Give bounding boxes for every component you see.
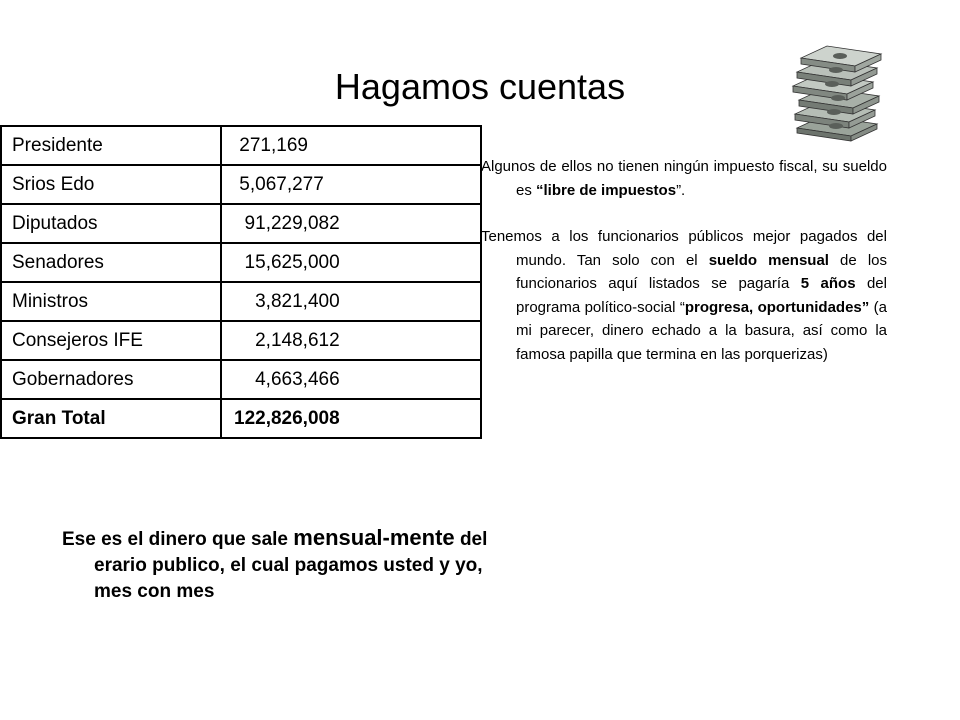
text-run: ”. — [676, 181, 686, 199]
explanation-text — [481, 155, 887, 389]
text-run: Algunos de ellos no tienen ningún impuesto fiscal, su sueldo es — [481, 158, 887, 199]
table-row — [1, 282, 481, 321]
table-row — [1, 126, 481, 165]
salary-table — [0, 125, 482, 439]
text-run-bold: 5 años — [800, 275, 856, 292]
total-label: Gran Total — [1, 399, 221, 438]
table-row — [1, 165, 481, 204]
row-label: Srios Edo — [1, 165, 221, 204]
row-amount: 3,821,400 — [221, 282, 481, 321]
money-stack-icon — [785, 44, 885, 144]
text-run-bold: “libre de impuestos — [536, 181, 677, 199]
row-label: Senadores — [1, 243, 221, 282]
row-label: Presidente — [1, 126, 221, 165]
row-amount: 271,169 — [221, 126, 481, 165]
paragraph-tax-free — [481, 155, 887, 202]
paragraph-best-paid — [481, 225, 887, 366]
table-row — [1, 204, 481, 243]
row-amount: 2,148,612 — [221, 321, 481, 360]
text-run: de los funcionarios aquí listados se pagaría — [516, 251, 887, 292]
text-run: del programa político-social “ — [516, 275, 887, 316]
text-run: Tenemos a los funcionarios públicos mejor pagados del mundo. Tan solo con el — [481, 228, 887, 269]
conclusion-text — [62, 525, 494, 605]
row-amount: 4,663,466 — [221, 360, 481, 399]
row-amount: 15,625,000 — [221, 243, 481, 282]
text-run: (a mi parecer, dinero echado a la basura, así como la famosa papilla que termina en las porquerizas) — [516, 298, 887, 363]
row-label: Ministros — [1, 282, 221, 321]
text-run-large: mensual-mente — [293, 525, 455, 550]
row-label: Gobernadores — [1, 360, 221, 399]
table-row — [1, 243, 481, 282]
row-amount: 91,229,082 — [221, 204, 481, 243]
row-label: Consejeros IFE — [1, 321, 221, 360]
text-run: del erario publico, el cual pagamos usted y yo, mes con mes — [94, 529, 488, 602]
text-run: Ese es el dinero que sale — [62, 529, 294, 550]
text-run-bold: sueldo mensual — [708, 251, 829, 269]
table-total-row — [1, 399, 481, 438]
text-run-bold: progresa, oportunidades” — [684, 298, 870, 316]
total-amount: 122,826,008 — [221, 399, 481, 438]
table-row — [1, 321, 481, 360]
row-amount: 5,067,277 — [221, 165, 481, 204]
table-row — [1, 360, 481, 399]
slide-title: Hagamos cuentas — [334, 66, 626, 107]
row-label: Diputados — [1, 204, 221, 243]
